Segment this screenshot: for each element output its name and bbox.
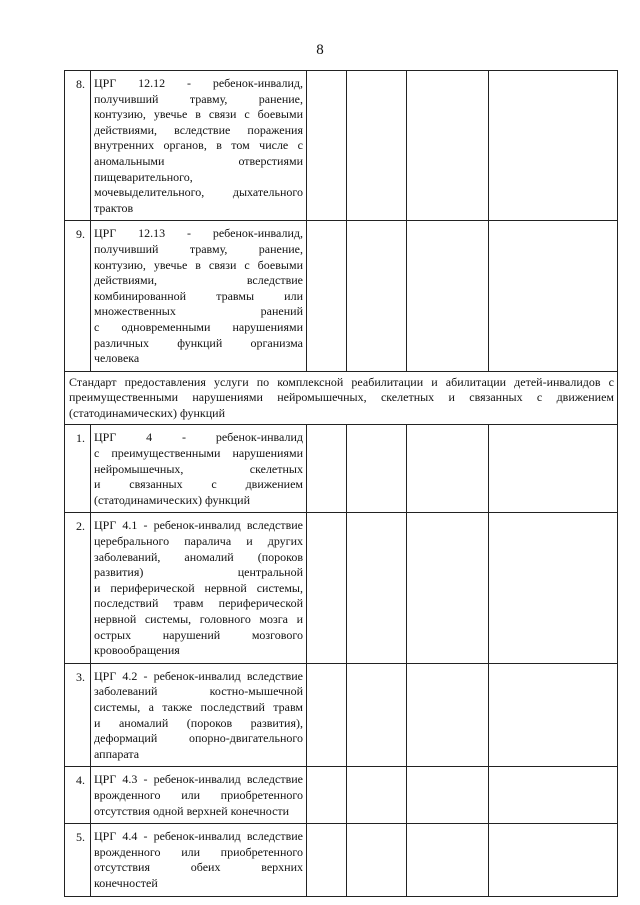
description-line: комбинированной травмы или bbox=[94, 288, 303, 303]
description-line: заболеваний костно-мышечной bbox=[94, 684, 303, 699]
description-line: последствий травм периферической bbox=[94, 596, 303, 611]
category-description bbox=[91, 513, 307, 663]
description-line: врожденного или приобретенного bbox=[94, 787, 303, 802]
category-description bbox=[91, 221, 307, 371]
table-row bbox=[65, 513, 618, 663]
category-description bbox=[91, 425, 307, 513]
section-header: Стандарт предоставления услуги по комплексной реабилитации и абилитации детей-инвалидов с преимущественными нарушениями нейромышечных, скелетных и связанных с движением (статодинамических) функций bbox=[65, 371, 618, 425]
description-line: ЦРГ 12.13 - ребенок-инвалид, bbox=[94, 226, 303, 241]
description-line: пищеварительного, bbox=[94, 169, 193, 184]
description-line: системы, а также последствий травм bbox=[94, 699, 303, 714]
description-line: кровообращения bbox=[94, 643, 180, 658]
empty-cell bbox=[307, 71, 347, 221]
category-description bbox=[91, 663, 307, 767]
empty-cell bbox=[347, 221, 407, 371]
description-line: множественных ранений bbox=[94, 304, 303, 319]
empty-cell bbox=[347, 767, 407, 824]
description-line: ЦРГ 12.12 - ребенок-инвалид, bbox=[94, 76, 303, 90]
empty-cell bbox=[307, 824, 347, 896]
description-line: острых нарушений мозгового bbox=[94, 627, 303, 642]
row-number: 9. bbox=[65, 221, 91, 371]
empty-cell bbox=[307, 663, 347, 767]
empty-cell bbox=[347, 663, 407, 767]
description-line: с одновременными нарушениями bbox=[94, 319, 303, 334]
empty-cell bbox=[347, 425, 407, 513]
description-line: конечностей bbox=[94, 875, 158, 890]
empty-cell bbox=[307, 513, 347, 663]
description-line: нейромышечных, скелетных bbox=[94, 461, 303, 476]
description-line: деформаций опорно-двигательного bbox=[94, 731, 303, 746]
description-line: ЦРГ 4.2 - ребенок-инвалид вследствие bbox=[94, 668, 303, 683]
table-row bbox=[65, 71, 618, 221]
table-row bbox=[65, 221, 618, 371]
description-line: ЦРГ 4.4 - ребенок-инвалид вследствие bbox=[94, 829, 303, 844]
table-row bbox=[65, 425, 618, 513]
description-line: и периферической нервной системы, bbox=[94, 580, 303, 595]
description-line: заболеваний, аномалий (пороков bbox=[94, 549, 303, 564]
description-line: аппарата bbox=[94, 746, 140, 761]
row-number: 8. bbox=[65, 71, 91, 221]
description-line: внутренних органов, в том числе с bbox=[94, 138, 303, 153]
description-line: различных функций организма bbox=[94, 335, 303, 350]
empty-cell bbox=[347, 71, 407, 221]
category-description bbox=[91, 824, 307, 896]
empty-cell bbox=[347, 824, 407, 896]
description-line: ЦРГ 4 - ребенок-инвалид bbox=[94, 430, 303, 445]
description-line: получивший травму, ранение, bbox=[94, 241, 303, 256]
category-description bbox=[91, 71, 307, 221]
description-line: отсутствия обеих верхних bbox=[94, 860, 303, 875]
description-line: контузию, увечье в связи с боевыми bbox=[94, 257, 303, 272]
empty-cell bbox=[407, 425, 489, 513]
empty-cell bbox=[347, 513, 407, 663]
empty-cell bbox=[489, 425, 618, 513]
description-line: трактов bbox=[94, 200, 134, 215]
table-row bbox=[65, 767, 618, 824]
empty-cell bbox=[489, 221, 618, 371]
empty-cell bbox=[407, 71, 489, 221]
empty-cell bbox=[489, 71, 618, 221]
description-line: и аномалий (пороков развития), bbox=[94, 715, 303, 730]
standards-table bbox=[64, 70, 618, 897]
row-number: 2. bbox=[65, 513, 91, 663]
row-number: 4. bbox=[65, 767, 91, 824]
description-line: нервной системы, головного мозга и bbox=[94, 612, 303, 626]
empty-cell bbox=[307, 221, 347, 371]
description-line: действиями, вследствие поражения bbox=[94, 122, 303, 137]
description-line: с преимущественными нарушениями bbox=[94, 446, 303, 461]
description-line: аномальными отверстиями bbox=[94, 153, 303, 168]
description-line: развития) центральной bbox=[94, 565, 303, 580]
description-line: врожденного или приобретенного bbox=[94, 844, 303, 859]
empty-cell bbox=[489, 513, 618, 663]
row-number: 3. bbox=[65, 663, 91, 767]
empty-cell bbox=[407, 221, 489, 371]
row-number: 1. bbox=[65, 425, 91, 513]
empty-cell bbox=[489, 663, 618, 767]
empty-cell bbox=[307, 425, 347, 513]
description-line: получивший травму, ранение, bbox=[94, 91, 303, 106]
table-row bbox=[65, 824, 618, 896]
empty-cell bbox=[307, 767, 347, 824]
description-line: ЦРГ 4.3 - ребенок-инвалид вследствие bbox=[94, 772, 303, 787]
description-line: отсутствия одной верхней конечности bbox=[94, 803, 290, 818]
description-line: (статодинамических) функций bbox=[94, 492, 250, 507]
description-line: мочевыделительного, дыхательного bbox=[94, 185, 303, 200]
empty-cell bbox=[489, 767, 618, 824]
description-line: контузию, увечье в связи с боевыми bbox=[94, 107, 303, 122]
description-line: и связанных с движением bbox=[94, 477, 303, 492]
description-line: церебрального паралича и других bbox=[94, 534, 303, 549]
description-line: действиями, вследствие bbox=[94, 273, 303, 288]
description-line: человека bbox=[94, 351, 140, 366]
empty-cell bbox=[407, 767, 489, 824]
page-number: 8 bbox=[316, 42, 324, 58]
table-row bbox=[65, 663, 618, 767]
description-line: ЦРГ 4.1 - ребенок-инвалид вследствие bbox=[94, 518, 303, 533]
category-description bbox=[91, 767, 307, 824]
section-row bbox=[65, 371, 618, 425]
empty-cell bbox=[407, 663, 489, 767]
empty-cell bbox=[407, 824, 489, 896]
row-number: 5. bbox=[65, 824, 91, 896]
empty-cell bbox=[407, 513, 489, 663]
empty-cell bbox=[489, 824, 618, 896]
